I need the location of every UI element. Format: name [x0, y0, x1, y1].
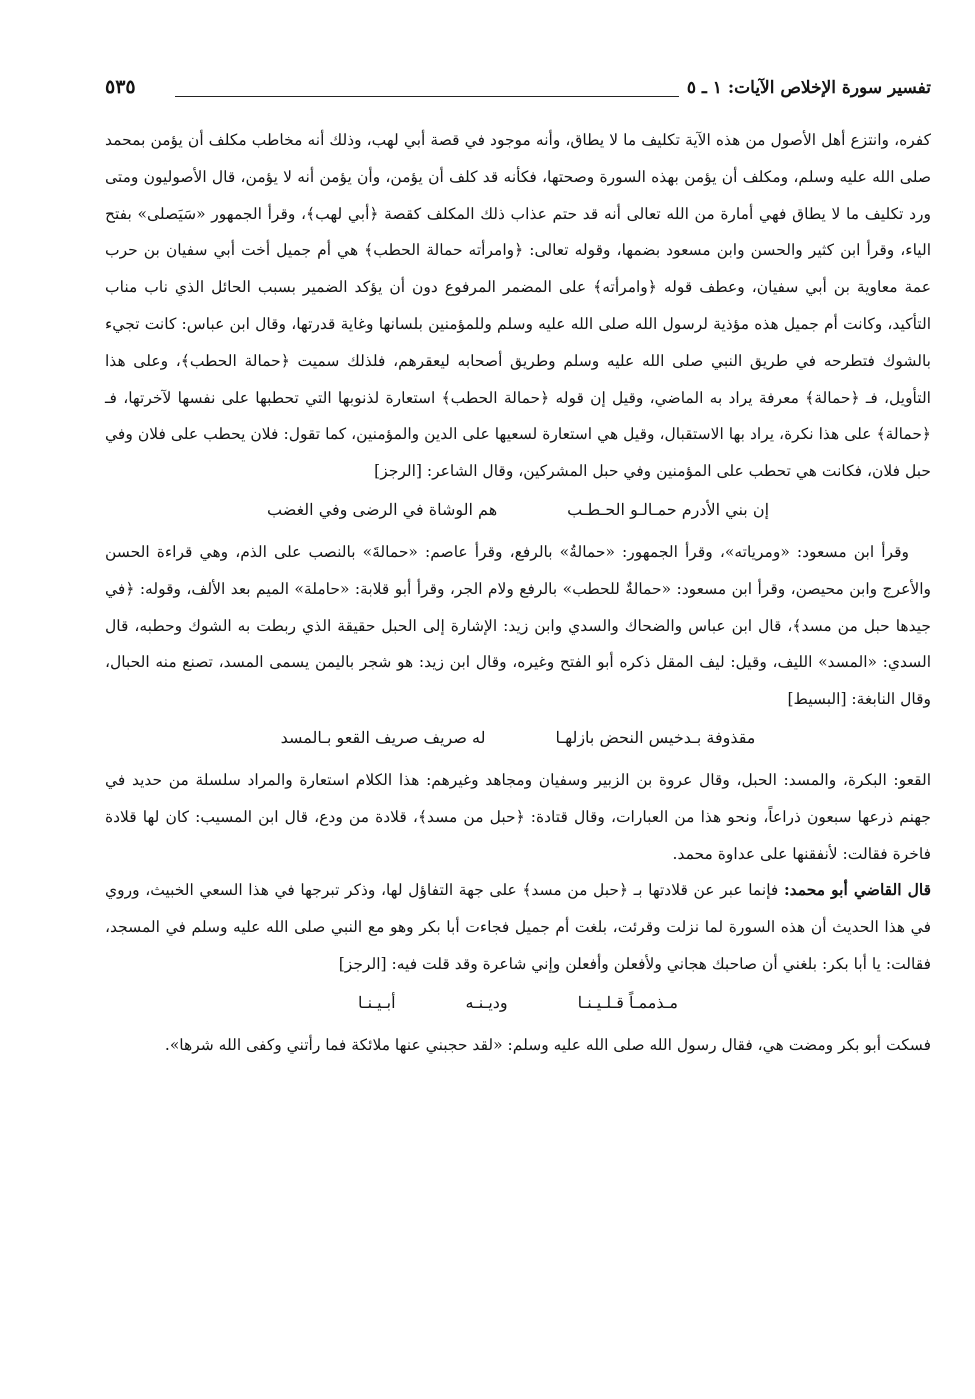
verse-3-part-b: وديـنـه	[465, 992, 508, 1012]
page-body	[105, 122, 931, 1064]
header-rule	[175, 96, 691, 97]
paragraph-4-text: فإنما عبر عن قلادتها بـ ﴿حبل من مسد﴾ على جهة التفاؤل لها، وذكر تبرجها في هذا السعي الخبيث، وروي في هذا الحديث أن هذه السورة لما نزلت وقرئت، بلغت أم جميل فجاءت أبا بكر وهو مع النبي صلى الله عليه وسلم في المسجد، فقالت: يا أبا بكر: بلغني أن صاحبك هجاني ولأفعلن وأفعلن وإني شاعرة وقد قلت فيه: [الرجز]	[105, 881, 931, 973]
verse-2-second-hemistich: له صريف صريف القعو بـالمسد	[280, 727, 486, 747]
verse-2-first-hemistich: مقذوفة بـدخيس النحض بازلهـا	[555, 727, 756, 747]
verse-1	[105, 492, 931, 528]
running-title: تفسير سورة الإخلاص الآيات: ١ ـ ٥	[679, 78, 931, 98]
page-number: ٥٣٥	[105, 76, 136, 98]
paragraph-2: وقرأ ابن مسعود: «ومرياته»، وقرأ الجمهور: «حمالةُ» بالرفع، وقرأ عاصم: «حمالةَ» بالنصب على الذم، وهي قراءة الحسن والأعرج وابن محيصن، وقرأ ابن مسعود: «حمالةٌ للحطب» بالرفع ولام الجر، وقرأ أبو قلابة: «حاملة» الميم بعد الألف، وقوله: ﴿في جيدها حبل من مسد﴾، قال ابن عباس والضحاك والسدي وابن زيد: الإشارة إلى الحبل حقيقة الذي ربطت به الشوك وحطبه، قال السدي: «المسد» الليف، وقيل: ليف المقل ذكره أبو الفتح وغيره، وقال ابن زيد: هو شجر باليمن يسمى المسد، تصنع منه الحبال، وقال النابغة: [البسيط]	[105, 542, 931, 709]
verse-1-second-hemistich: هم الوشاة في الرضى وفي الغضب	[266, 499, 498, 519]
verse-3-part-c: أبـيـنـا	[358, 992, 396, 1012]
verse-3	[105, 985, 931, 1021]
paragraph-4	[105, 872, 931, 982]
paragraph-5: فسكت أبو بكر ومضت هي، فقال رسول الله صلى الله عليه وسلم: «لقد حجبني عنها ملائكة فما رأتني وكفى الله شرها».	[164, 1035, 931, 1054]
page-header	[105, 72, 931, 112]
verse-1-first-hemistich: إن بني الأدرم حمـالـو الحـطـب	[567, 499, 770, 519]
verse-2	[105, 720, 931, 756]
paragraph-1: كفره، وانتزع أهل الأصول من هذه الآية تكليف ما لا يطاق، وأنه موجود في قصة أبي لهب، وذلك أنه مخاطب مكلف أن يؤمن بمحمد صلى الله عليه وسلم، ومكلف أن يؤمن بهذه السورة وصحتها، فكأنه قد كلف أن يؤمن، وأن يؤمن أنه لا يؤمن، قال الأصوليون ومتى ورد تكليف ما لا يطاق فهي أمارة من الله تعالى أنه قد حتم عذاب ذلك المكلف كقصة ﴿أبي لهب﴾، وقرأ الجمهور «سَيَصلى» بفتح الياء، وقرأ ابن كثير والحسن وابن مسعود بضمها، وقوله تعالى: ﴿وامرأته حمالة الحطب﴾ هي أم جميل أخت أبي سفيان بن حرب عمة معاوية بن أبي سفيان، وعطف قوله ﴿وامرأته﴾ على المضمر المرفوع دون أن يؤكد الضمير بسبب الحائل الذي ناب مناب التأكيد، وكانت أم جميل هذه مؤذية لرسول الله صلى الله عليه وسلم وللمؤمنين بلسانها وغاية قدرتها، وقال ابن عباس: كانت تجيء بالشوك فتطرحه في طريق النبي صلى الله عليه وسلم وطريق أصحابه ليعقرهم، فلذلك سميت ﴿حمالة الحطب﴾، وعلى هذا التأويل، فـ ﴿حمالة﴾ معرفة يراد به الماضي، وقيل إن قوله ﴿حمالة الحطب﴾ استعارة لذنوبها التي تحطبها على نفسها لآخرتها، فـ ﴿حمالة﴾ على هذا نكرة، يراد بها الاستقبال، وقيل هي استعارة لسعيها على الدين والمؤمنين، كما تقول: فلان يحطب على فلان وفي حبل فلان، فكانت هي تحطب على المؤمنين وفي حبل المشركين، وقال الشاعر: [الرجز]	[105, 131, 931, 481]
paragraph-3: القعو: البكرة، والمسد: الحبل، وقال عروة بن الزبير وسفيان ومجاهد وغيرهم: هذا الكلام استعارة والمراد سلسلة من حديد في جهنم ذرعها سبعون ذراعاً، ونحو هذا من العبارات، وقال قتادة: ﴿حبل من مسد﴾، قلادة من ودع، قال ابن المسيب: كان لها قلادة فاخرة فقالت: لأنفقنها على عداوة محمد.	[105, 770, 931, 863]
paragraph-4-lead: قال القاضي أبو محمد:	[783, 880, 931, 900]
verse-3-part-a: مـذممـاً قـلـيـنـا	[577, 992, 678, 1012]
